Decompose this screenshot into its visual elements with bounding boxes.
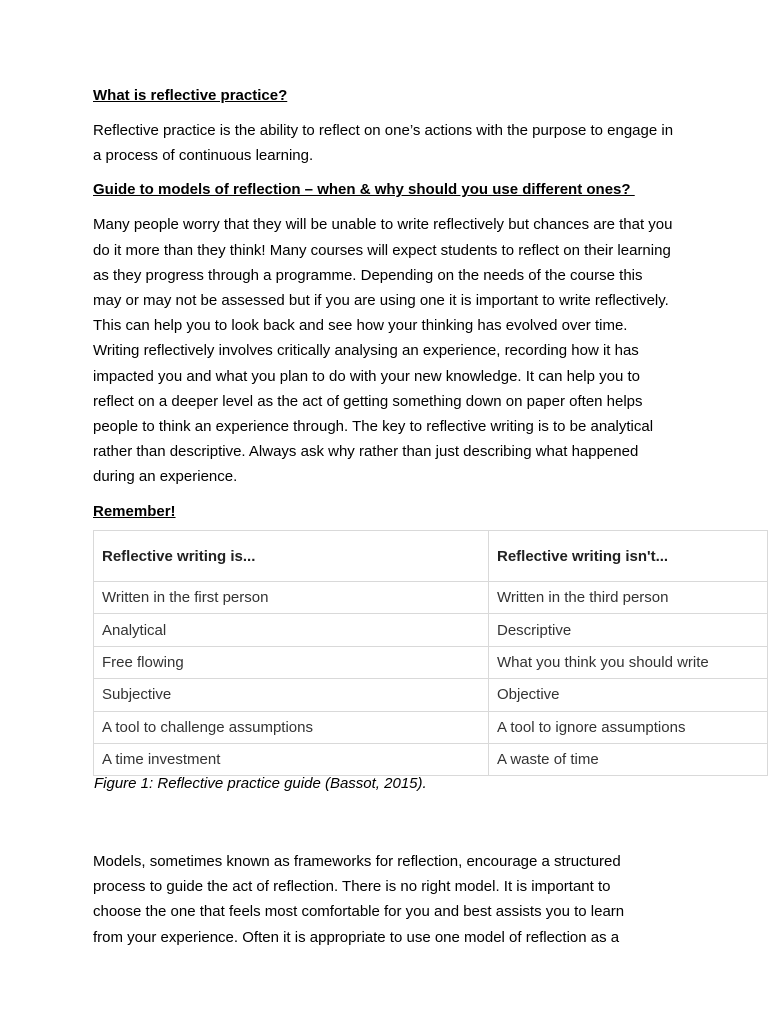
- table-cell-is: Written in the first person: [94, 582, 489, 614]
- table-cell-is: Subjective: [94, 679, 489, 711]
- table-cell-isnt: A tool to ignore assumptions: [489, 711, 768, 743]
- table-header-row: [94, 531, 768, 582]
- table-cell-is: A tool to challenge assumptions: [94, 711, 489, 743]
- document-body: [93, 86, 693, 522]
- table-row: [94, 646, 768, 678]
- table-cell-is: Analytical: [94, 614, 489, 646]
- table-cell-isnt: Objective: [489, 679, 768, 711]
- heading-what-is-reflective-practice: What is reflective practice?: [93, 87, 288, 104]
- table-row: [94, 711, 768, 743]
- reflective-writing-table: [93, 530, 768, 776]
- table-cell-is: Free flowing: [94, 646, 489, 678]
- paragraph-models: Models, sometimes known as frameworks for reflection, encourage a structured process to guide the act of reflection. There is no right model. It is important to choose the one that feels most comfortable for you and best assists you to learn from your experience. Often it is appropriate to use one model of reflection as a: [93, 853, 625, 946]
- table-cell-isnt: Written in the third person: [489, 582, 768, 614]
- table-cell-isnt: A waste of time: [489, 743, 768, 775]
- paragraph-definition: Reflective practice is the ability to reflect on one’s actions with the purpose to engage in a process of continuous learning.: [93, 122, 674, 165]
- table-cell-isnt: What you think you should write: [489, 646, 768, 678]
- table-row: [94, 679, 768, 711]
- table-header-is: Reflective writing is...: [94, 531, 489, 582]
- heading-guide-to-models: Guide to models of reflection – when & why should you use different ones?: [93, 181, 635, 199]
- table-row: [94, 614, 768, 646]
- table-cell-isnt: Descriptive: [489, 614, 768, 646]
- heading-remember: Remember!: [93, 502, 176, 520]
- paragraph-guide-body: Many people worry that they will be unable to write reflectively but chances are that you do it more than they think! Many courses will expect students to reflect on their learning as they progress through a programme. Depending on the needs of the course this may or may not be assessed but if you are using one it is important to write reflectively. This can help you to look back and see how your thinking has evolved over time. Writing reflectively involves critically analysing an experience, recording how it has impacted you and what you plan to do with your new knowledge. It can help you to reflect on a deeper level as the act of getting something down on paper often helps people to think an experience through. The key to reflective writing is to be analytical rather than descriptive. Always ask why rather than just describing what happened during an experience.: [93, 216, 673, 486]
- table-row: [94, 743, 768, 775]
- table-cell-is: A time investment: [94, 743, 489, 775]
- figure-caption: Figure 1: Reflective practice guide (Bassot, 2015).: [94, 775, 427, 792]
- table-row: [94, 582, 768, 614]
- table-header-isnt: Reflective writing isn't...: [489, 531, 768, 582]
